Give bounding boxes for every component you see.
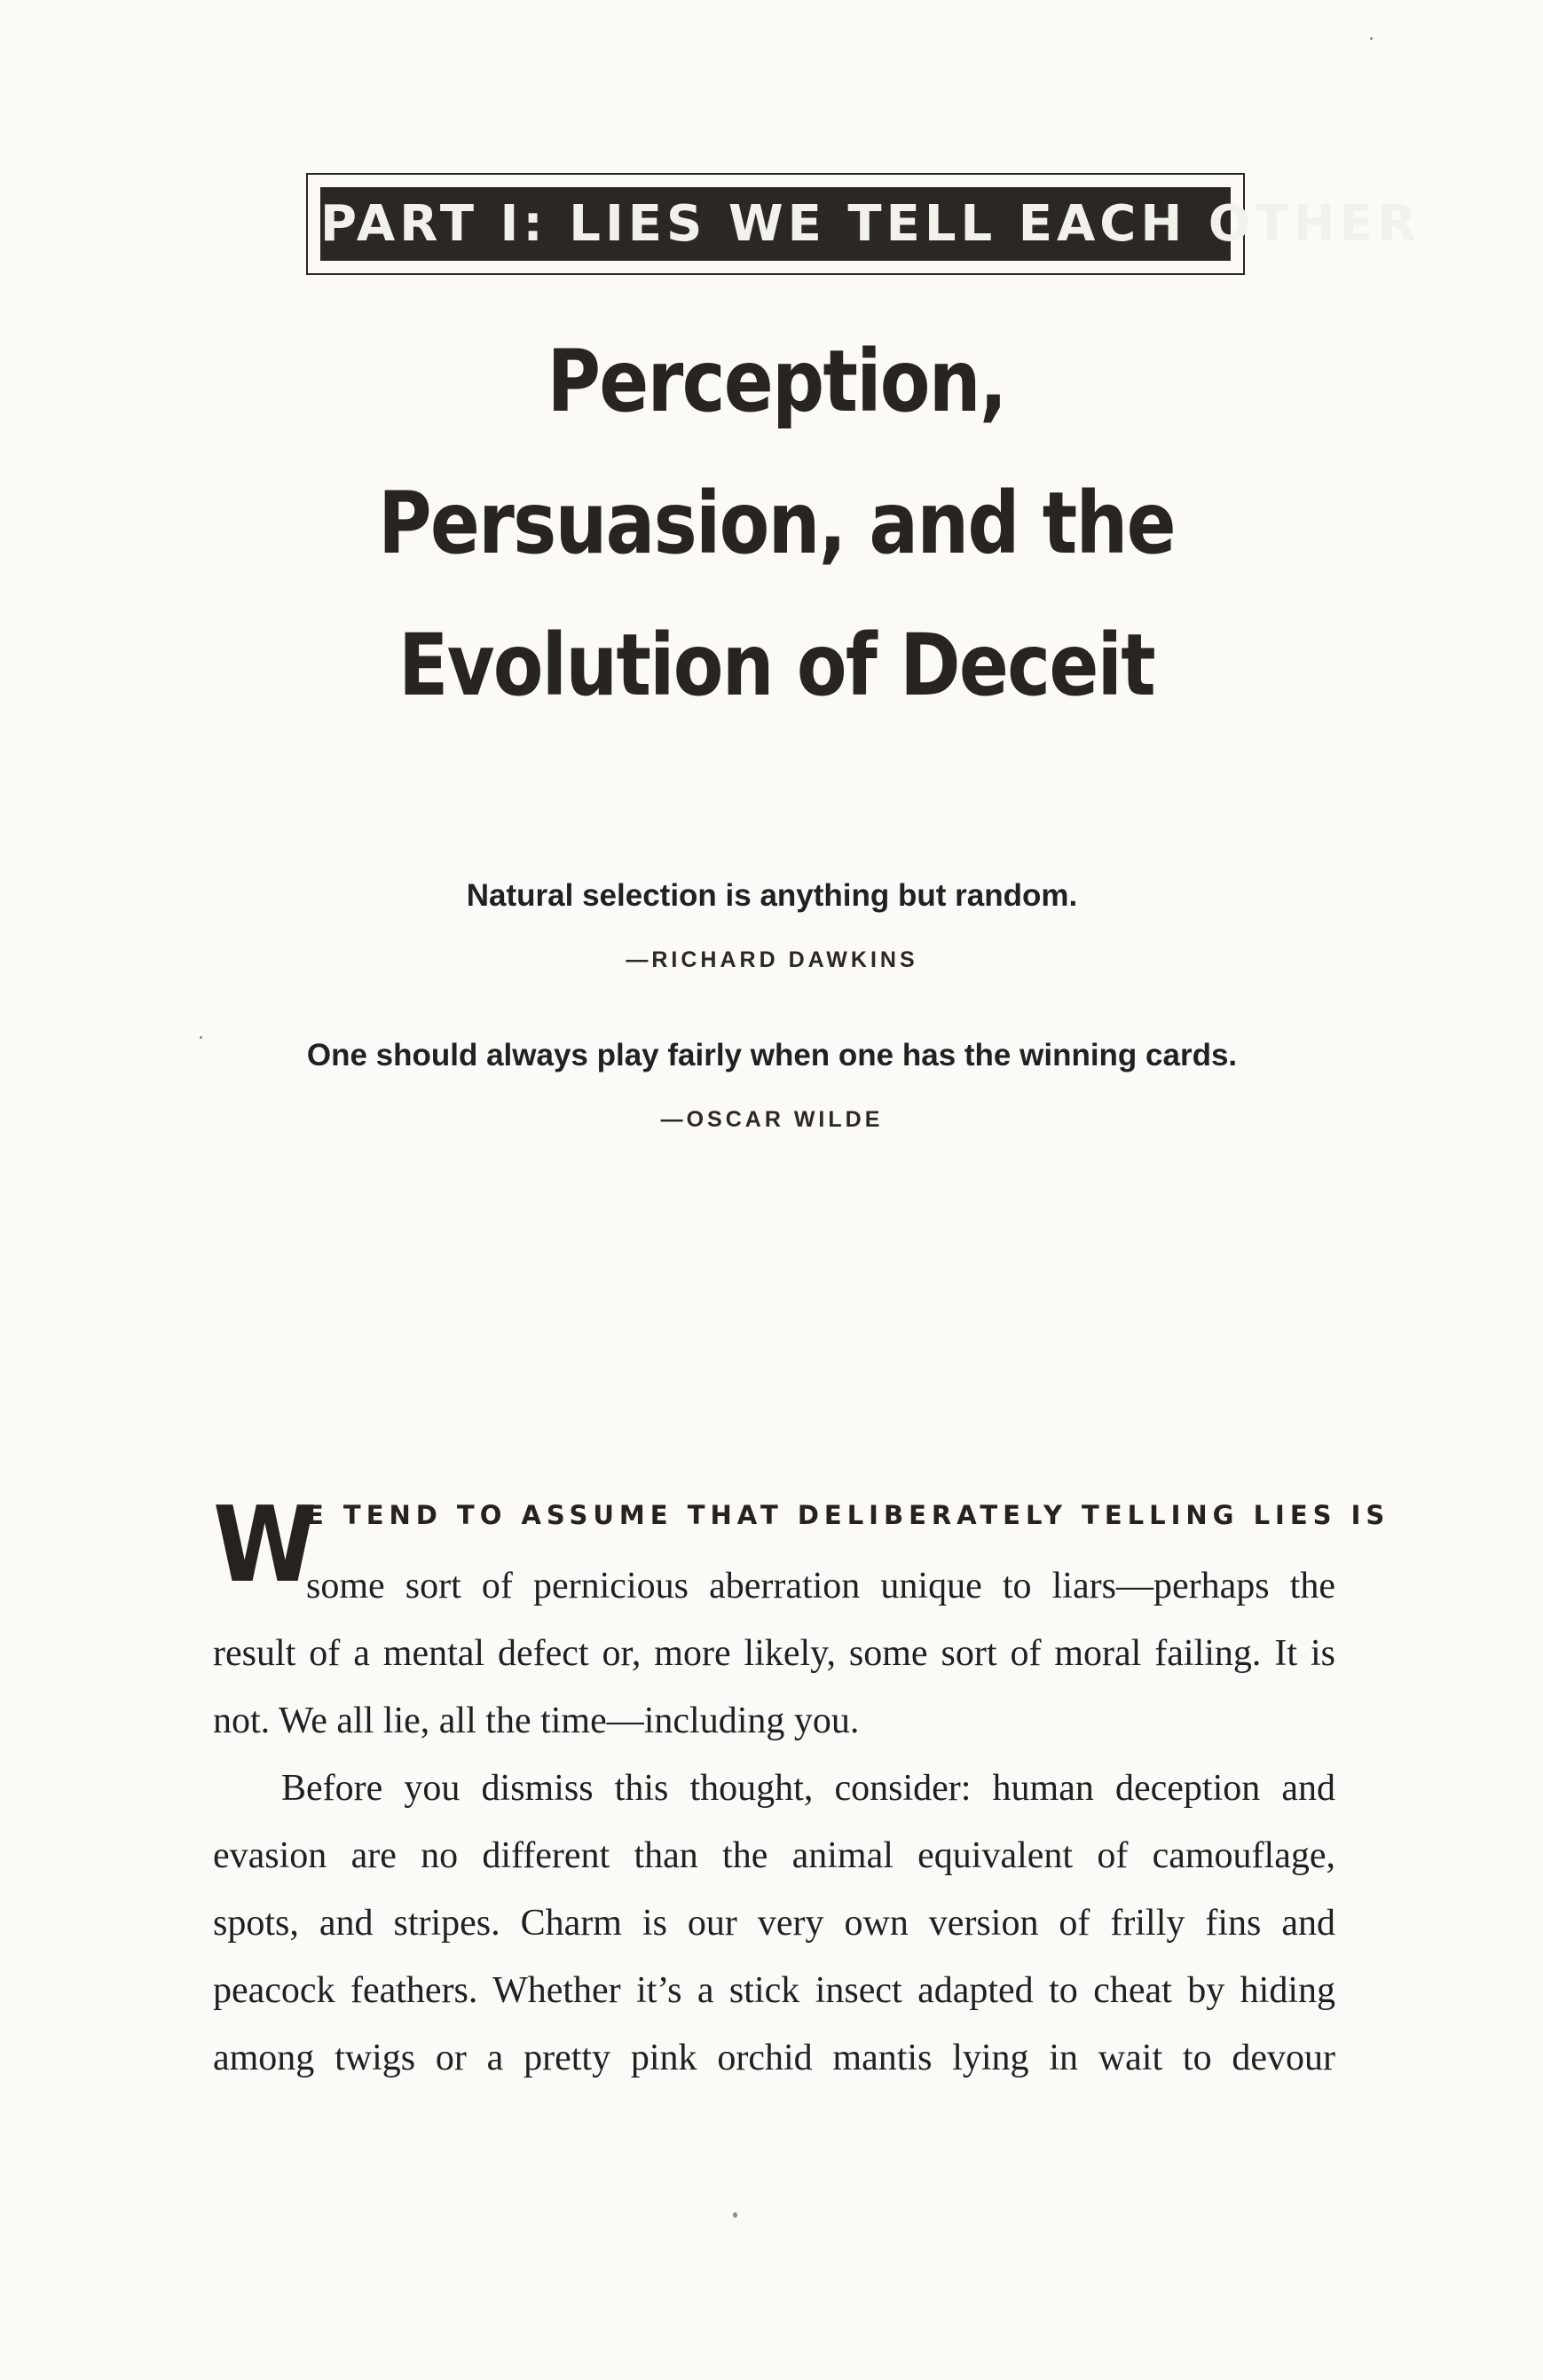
chapter-title-line-2: Persuasion, and the bbox=[378, 474, 1175, 573]
chapter-title-line-1: Perception, bbox=[547, 332, 1006, 431]
page-speck bbox=[1370, 37, 1373, 40]
lead-in-smallcaps: E TEND TO ASSUME THAT DELIBERATELY TELLING LIES IS bbox=[306, 1500, 1390, 1530]
body-line-5: evasion are no different than the animal equivalent of camouflage, bbox=[213, 1835, 1335, 1876]
epigraph-quote-2: One should always play fairly when one has the winning cards. bbox=[306, 1038, 1238, 1072]
body-line-6: spots, and stripes. Charm is our very own version of frilly fins and bbox=[213, 1903, 1335, 1944]
chapter-title-line-3: Evolution of Deceit bbox=[398, 616, 1154, 715]
body-line-4: Before you dismiss this thought, consider: human deception and bbox=[281, 1768, 1335, 1809]
drop-cap: W bbox=[213, 1483, 318, 1606]
body-line-3: not. We all lie, all the time—including you. bbox=[213, 1701, 860, 1741]
body-line-7: peacock feathers. Whether it’s a stick insect adapted to cheat by hiding bbox=[213, 1970, 1335, 2011]
body-line-1: some sort of pernicious aberration unique to liars—perhaps the bbox=[306, 1566, 1335, 1606]
page-speck bbox=[733, 2212, 737, 2218]
epigraph-author-1: —RICHARD DAWKINS bbox=[626, 947, 918, 972]
body-line-8: among twigs or a pretty pink orchid mantis lying in wait to devour bbox=[213, 2038, 1335, 2078]
page-speck bbox=[200, 1036, 202, 1039]
epigraph-quote-1: Natural selection is anything but random. bbox=[466, 878, 1078, 913]
part-heading-frame bbox=[306, 173, 1421, 275]
epigraph-author-2: —OSCAR WILDE bbox=[660, 1107, 884, 1132]
part-heading: PART I: LIES WE TELL EACH OTHER bbox=[320, 187, 1231, 261]
body-line-2: result of a mental defect or, more likely, some sort of moral failing. It is bbox=[213, 1633, 1335, 1674]
